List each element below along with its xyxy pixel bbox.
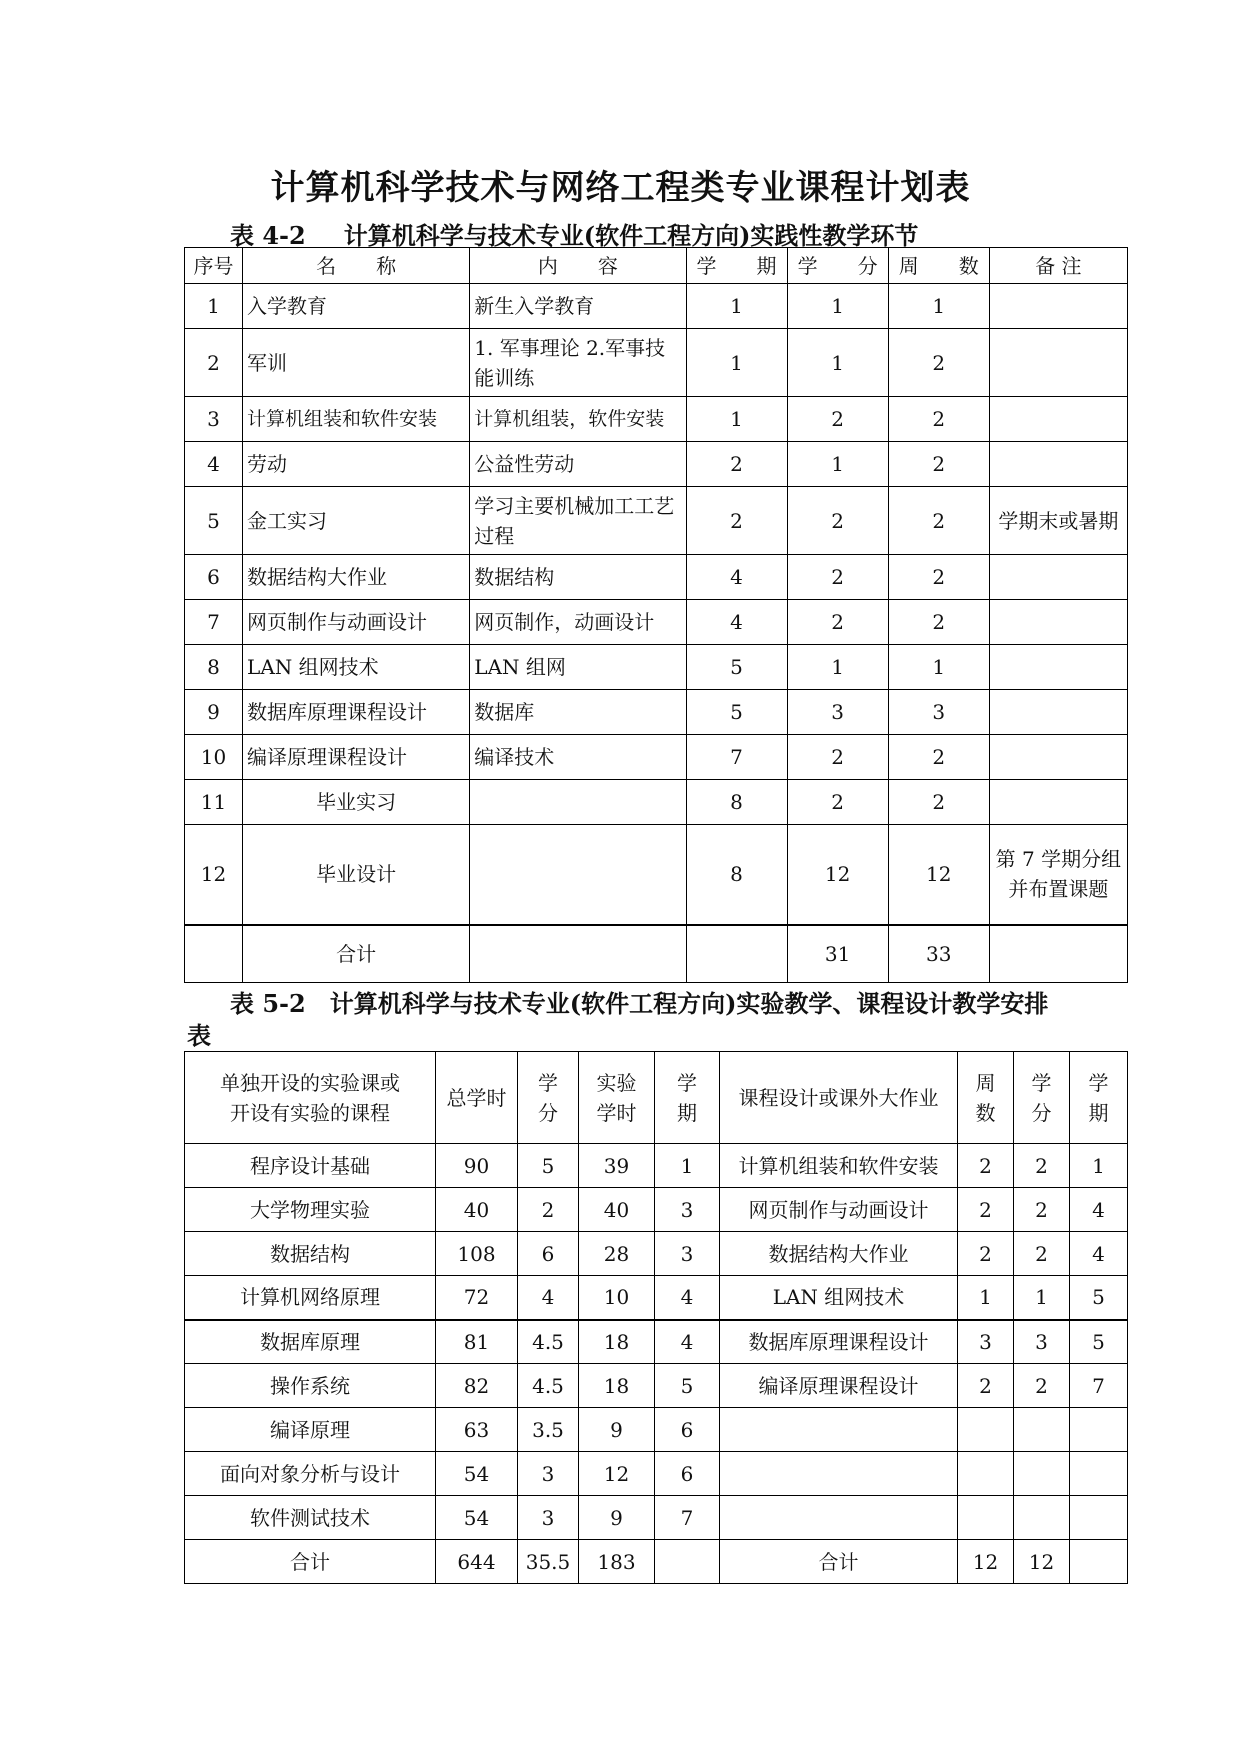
practice-table	[184, 247, 1128, 983]
table-row	[185, 645, 1128, 690]
lab-course-name: 编译原理	[185, 1408, 436, 1452]
design-course-name: 编译原理课程设计	[720, 1364, 958, 1408]
row-number: 3	[185, 397, 243, 442]
table1-header-cell: 内 容	[470, 248, 686, 284]
table1-header-cell: 序号	[185, 248, 243, 284]
table-row	[185, 284, 1128, 329]
table-row	[185, 1496, 1128, 1540]
table-row	[185, 1320, 1128, 1364]
row-content: 1. 军事理论 2.军事技能训练	[470, 329, 686, 397]
row-term: 8	[686, 825, 787, 925]
total-hours: 82	[436, 1364, 518, 1408]
row-content: 计算机组装，软件安装	[470, 397, 686, 442]
row-note	[989, 690, 1127, 735]
row-note	[989, 284, 1127, 329]
total-hours: 54	[436, 1452, 518, 1496]
table2-total-row	[185, 1540, 1128, 1584]
row-name: 数据库原理课程设计	[243, 690, 470, 735]
lab-hours: 183	[579, 1540, 655, 1584]
row-weeks: 2	[888, 487, 989, 555]
table2-header-cell: 学期	[655, 1052, 720, 1144]
design-term	[1070, 1540, 1128, 1584]
table-row	[185, 780, 1128, 825]
table1-header-cell: 学 分	[787, 248, 888, 284]
row-number: 10	[185, 735, 243, 780]
row-number: 5	[185, 487, 243, 555]
row-number: 4	[185, 442, 243, 487]
design-credit: 2	[1014, 1364, 1070, 1408]
table1-caption-number: 表 4-2	[230, 221, 306, 250]
design-credit: 2	[1014, 1188, 1070, 1232]
total-hours: 81	[436, 1320, 518, 1364]
row-credit: 2	[787, 397, 888, 442]
table-row	[185, 735, 1128, 780]
row-name: 毕业设计	[243, 825, 470, 925]
row-term: 1	[686, 329, 787, 397]
table-row	[185, 1232, 1128, 1276]
table2-header-row	[185, 1052, 1128, 1144]
design-credit: 12	[1014, 1540, 1070, 1584]
table-row	[185, 487, 1128, 555]
row-credit: 3	[787, 690, 888, 735]
row-name: 劳动	[243, 442, 470, 487]
row-name: 入学教育	[243, 284, 470, 329]
design-credit	[1014, 1496, 1070, 1540]
row-term: 1	[686, 284, 787, 329]
design-weeks: 2	[958, 1188, 1014, 1232]
table2-header-cell: 单独开设的实验课或开设有实验的课程	[185, 1052, 436, 1144]
lab-course-table	[184, 1051, 1128, 1584]
design-credit: 2	[1014, 1232, 1070, 1276]
row-note	[989, 735, 1127, 780]
row-weeks: 3	[888, 690, 989, 735]
table2-caption	[187, 988, 1067, 1052]
credit: 6	[518, 1232, 579, 1276]
table2-header-cell: 总学时	[436, 1052, 518, 1144]
row-number: 1	[185, 284, 243, 329]
table2-header-cell: 学分	[1014, 1052, 1070, 1144]
row-name: 毕业实习	[243, 780, 470, 825]
design-weeks: 3	[958, 1320, 1014, 1364]
table-row	[185, 1144, 1128, 1188]
row-term: 8	[686, 780, 787, 825]
row-term: 4	[686, 555, 787, 600]
row-content	[470, 825, 686, 925]
row-number: 7	[185, 600, 243, 645]
row-term: 5	[686, 645, 787, 690]
row-content: 公益性劳动	[470, 442, 686, 487]
design-term: 4	[1070, 1232, 1128, 1276]
table-row	[185, 1188, 1128, 1232]
row-credit: 2	[787, 487, 888, 555]
table2-header-cell: 学期	[1070, 1052, 1128, 1144]
lab-course-name: 面向对象分析与设计	[185, 1452, 436, 1496]
row-note: 第 7 学期分组并布置课题	[989, 825, 1127, 925]
design-credit: 3	[1014, 1320, 1070, 1364]
row-content: 数据库	[470, 690, 686, 735]
row-note	[989, 555, 1127, 600]
design-course-name: 网页制作与动画设计	[720, 1188, 958, 1232]
row-content: 网页制作，动画设计	[470, 600, 686, 645]
total-weeks: 33	[888, 925, 989, 983]
table-row	[185, 600, 1128, 645]
design-term: 5	[1070, 1276, 1128, 1320]
table-row	[185, 1452, 1128, 1496]
row-weeks: 2	[888, 442, 989, 487]
table1-header-cell: 学 期	[686, 248, 787, 284]
row-content	[470, 780, 686, 825]
credit: 3.5	[518, 1408, 579, 1452]
row-weeks: 2	[888, 780, 989, 825]
lab-hours: 18	[579, 1320, 655, 1364]
total-hours: 108	[436, 1232, 518, 1276]
credit: 4.5	[518, 1364, 579, 1408]
table2-header-cell: 课程设计或课外大作业	[720, 1052, 958, 1144]
row-content: 学习主要机械加工工艺过程	[470, 487, 686, 555]
lab-course-name: 操作系统	[185, 1364, 436, 1408]
table1-total-row	[185, 925, 1128, 983]
table-row	[185, 1276, 1128, 1320]
table2-header-cell: 学分	[518, 1052, 579, 1144]
row-credit: 1	[787, 442, 888, 487]
row-note	[989, 645, 1127, 690]
row-weeks: 2	[888, 555, 989, 600]
table1-header-row	[185, 248, 1128, 284]
row-number: 9	[185, 690, 243, 735]
design-weeks	[958, 1496, 1014, 1540]
row-weeks: 2	[888, 329, 989, 397]
term: 7	[655, 1496, 720, 1540]
row-term: 4	[686, 600, 787, 645]
table1-header-cell: 周 数	[888, 248, 989, 284]
design-course-name: 数据库原理课程设计	[720, 1320, 958, 1364]
design-term	[1070, 1452, 1128, 1496]
lab-course-name: 数据库原理	[185, 1320, 436, 1364]
term: 6	[655, 1452, 720, 1496]
total-credit: 31	[787, 925, 888, 983]
design-weeks: 2	[958, 1364, 1014, 1408]
design-weeks: 12	[958, 1540, 1014, 1584]
design-weeks: 1	[958, 1276, 1014, 1320]
row-credit: 2	[787, 600, 888, 645]
table2-header-cell: 实验学时	[579, 1052, 655, 1144]
row-term: 5	[686, 690, 787, 735]
lab-hours: 9	[579, 1408, 655, 1452]
row-note	[989, 600, 1127, 645]
row-number: 6	[185, 555, 243, 600]
design-term: 5	[1070, 1320, 1128, 1364]
lab-hours: 18	[579, 1364, 655, 1408]
row-term: 7	[686, 735, 787, 780]
term: 6	[655, 1408, 720, 1452]
row-note	[989, 397, 1127, 442]
lab-hours: 39	[579, 1144, 655, 1188]
credit: 2	[518, 1188, 579, 1232]
row-note	[989, 442, 1127, 487]
design-weeks	[958, 1408, 1014, 1452]
row-name: 编译原理课程设计	[243, 735, 470, 780]
row-weeks: 2	[888, 397, 989, 442]
term: 3	[655, 1232, 720, 1276]
design-credit: 2	[1014, 1144, 1070, 1188]
row-credit: 2	[787, 735, 888, 780]
row-credit: 1	[787, 284, 888, 329]
design-term: 7	[1070, 1364, 1128, 1408]
row-credit: 2	[787, 780, 888, 825]
row-note	[989, 329, 1127, 397]
row-weeks: 1	[888, 645, 989, 690]
table-row	[185, 825, 1128, 925]
page-title: 计算机科学技术与网络工程类专业课程计划表	[270, 168, 971, 208]
design-course-name: 计算机组装和软件安装	[720, 1144, 958, 1188]
total-label: 合计	[243, 925, 470, 983]
table1-header-cell: 名 称	[243, 248, 470, 284]
row-name: 军训	[243, 329, 470, 397]
table2-header-cell: 周数	[958, 1052, 1014, 1144]
lab-course-name: 大学物理实验	[185, 1188, 436, 1232]
row-content: LAN 组网	[470, 645, 686, 690]
table-row	[185, 1364, 1128, 1408]
row-name: LAN 组网技术	[243, 645, 470, 690]
row-credit: 2	[787, 555, 888, 600]
credit: 4	[518, 1276, 579, 1320]
design-course-name	[720, 1496, 958, 1540]
row-credit: 1	[787, 329, 888, 397]
design-term	[1070, 1496, 1128, 1540]
table-row	[185, 1408, 1128, 1452]
total-hours: 90	[436, 1144, 518, 1188]
table-row	[185, 442, 1128, 487]
term: 4	[655, 1276, 720, 1320]
row-term: 2	[686, 487, 787, 555]
row-weeks: 2	[888, 735, 989, 780]
term: 4	[655, 1320, 720, 1364]
lab-hours: 28	[579, 1232, 655, 1276]
total-hours: 644	[436, 1540, 518, 1584]
table2-caption-number: 表 5-2	[230, 989, 306, 1018]
design-course-name	[720, 1452, 958, 1496]
row-content: 新生入学教育	[470, 284, 686, 329]
lab-course-name: 软件测试技术	[185, 1496, 436, 1540]
design-course-name: 数据结构大作业	[720, 1232, 958, 1276]
row-content: 编译技术	[470, 735, 686, 780]
credit: 5	[518, 1144, 579, 1188]
empty-cell	[185, 925, 243, 983]
total-hours: 54	[436, 1496, 518, 1540]
row-weeks: 1	[888, 284, 989, 329]
table1-header-cell: 备 注	[989, 248, 1127, 284]
design-credit	[1014, 1452, 1070, 1496]
table1-caption	[230, 216, 918, 251]
term: 3	[655, 1188, 720, 1232]
design-term: 1	[1070, 1144, 1128, 1188]
row-credit: 12	[787, 825, 888, 925]
term: 5	[655, 1364, 720, 1408]
lab-course-name: 计算机网络原理	[185, 1276, 436, 1320]
design-weeks: 2	[958, 1232, 1014, 1276]
total-hours: 40	[436, 1188, 518, 1232]
design-course-name: LAN 组网技术	[720, 1276, 958, 1320]
credit: 3	[518, 1496, 579, 1540]
design-credit: 1	[1014, 1276, 1070, 1320]
lab-course-name: 数据结构	[185, 1232, 436, 1276]
total-hours: 72	[436, 1276, 518, 1320]
lab-hours: 9	[579, 1496, 655, 1540]
row-name: 金工实习	[243, 487, 470, 555]
empty-cell	[686, 925, 787, 983]
lab-course-name: 程序设计基础	[185, 1144, 436, 1188]
design-course-name	[720, 1408, 958, 1452]
empty-cell	[470, 925, 686, 983]
design-term	[1070, 1408, 1128, 1452]
lab-hours: 12	[579, 1452, 655, 1496]
row-credit: 1	[787, 645, 888, 690]
table-row	[185, 329, 1128, 397]
table-row	[185, 555, 1128, 600]
term: 1	[655, 1144, 720, 1188]
row-weeks: 2	[888, 600, 989, 645]
row-number: 12	[185, 825, 243, 925]
design-weeks	[958, 1452, 1014, 1496]
design-course-name: 合计	[720, 1540, 958, 1584]
row-note	[989, 780, 1127, 825]
row-weeks: 12	[888, 825, 989, 925]
row-name: 数据结构大作业	[243, 555, 470, 600]
lab-hours: 10	[579, 1276, 655, 1320]
row-name: 网页制作与动画设计	[243, 600, 470, 645]
table-row	[185, 397, 1128, 442]
table1-caption-text: 计算机科学与技术专业(软件工程方向)实践性教学环节	[343, 221, 919, 250]
design-weeks: 2	[958, 1144, 1014, 1188]
row-number: 8	[185, 645, 243, 690]
row-number: 2	[185, 329, 243, 397]
lab-course-name: 合计	[185, 1540, 436, 1584]
row-term: 1	[686, 397, 787, 442]
row-note: 学期末或暑期	[989, 487, 1127, 555]
credit: 35.5	[518, 1540, 579, 1584]
row-content: 数据结构	[470, 555, 686, 600]
total-hours: 63	[436, 1408, 518, 1452]
design-credit	[1014, 1408, 1070, 1452]
design-term: 4	[1070, 1188, 1128, 1232]
credit: 3	[518, 1452, 579, 1496]
row-term: 2	[686, 442, 787, 487]
lab-hours: 40	[579, 1188, 655, 1232]
table-row	[185, 690, 1128, 735]
empty-cell	[989, 925, 1127, 983]
term	[655, 1540, 720, 1584]
row-name: 计算机组装和软件安装	[243, 397, 470, 442]
table2-caption-text: 计算机科学与技术专业(软件工程方向)实验教学、课程设计教学安排表	[187, 989, 1049, 1050]
row-number: 11	[185, 780, 243, 825]
credit: 4.5	[518, 1320, 579, 1364]
